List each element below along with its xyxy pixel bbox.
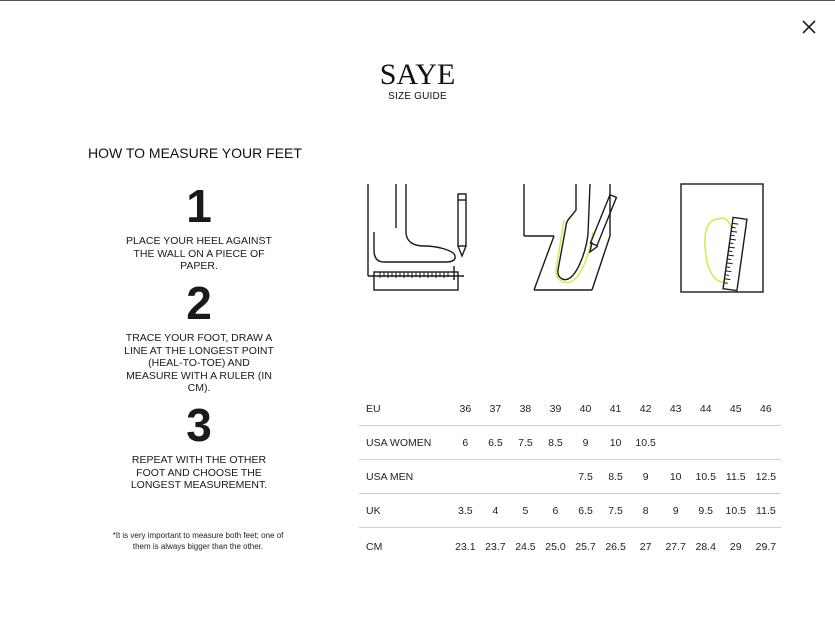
size-cell: 27.7 — [661, 528, 691, 566]
measure-heading: HOW TO MEASURE YOUR FEET — [88, 145, 302, 161]
size-cell: 12.5 — [751, 460, 781, 494]
size-cell: 45 — [729, 402, 742, 415]
step-1 — [88, 180, 310, 273]
size-cell — [751, 426, 781, 460]
size-cell: 40 — [579, 402, 592, 415]
size-cell: 7.5 — [571, 460, 601, 494]
size-cell: 26.5 — [601, 528, 631, 566]
size-cell: 8.5 — [540, 426, 570, 460]
size-cell: 10.5 — [631, 426, 661, 460]
row-label: CM — [359, 528, 450, 566]
size-cell: 7.5 — [510, 426, 540, 460]
size-cell: 41 — [609, 402, 622, 415]
table-row — [359, 426, 781, 460]
size-cell: 38 — [519, 402, 532, 415]
size-cell: 29 — [721, 528, 751, 566]
close-button[interactable] — [800, 18, 818, 36]
size-cell — [510, 460, 540, 494]
size-cell: 6 — [540, 494, 570, 528]
table-row — [359, 528, 781, 566]
size-cell: 28.4 — [691, 528, 721, 566]
size-guide-subtitle: SIZE GUIDE — [388, 91, 447, 102]
measure-instructions — [88, 145, 310, 161]
step-3 — [88, 399, 310, 492]
row-label: USA MEN — [359, 460, 450, 494]
step-number: 2 — [186, 277, 212, 329]
size-cell: 10 — [601, 426, 631, 460]
size-cell: 27 — [631, 528, 661, 566]
step-text: PLACE YOUR HEEL AGAINST THE WALL ON A PIECE OF PAPER. — [126, 235, 272, 272]
brand-header — [0, 60, 835, 102]
size-cell: 11.5 — [721, 460, 751, 494]
foot-against-wall-icon — [362, 180, 474, 298]
size-cell: 39 — [549, 402, 562, 415]
size-cell: 6.5 — [571, 494, 601, 528]
size-cell: 25.7 — [571, 528, 601, 566]
step-2 — [88, 277, 310, 395]
size-cell — [480, 460, 510, 494]
step-text: REPEAT WITH THE OTHER FOOT AND CHOOSE THE LONGEST MEASUREMENT. — [130, 454, 268, 491]
size-conversion-table — [359, 392, 781, 565]
size-cell: 10 — [661, 460, 691, 494]
size-cell: 8.5 — [601, 460, 631, 494]
row-label: UK — [359, 494, 450, 528]
size-cell: 6 — [450, 426, 480, 460]
size-cell — [540, 460, 570, 494]
size-cell — [661, 426, 691, 460]
size-cell: 9 — [661, 494, 691, 528]
size-cell: 8 — [631, 494, 661, 528]
table-row — [359, 392, 781, 426]
size-cell: 7.5 — [601, 494, 631, 528]
size-cell: 23.7 — [480, 528, 510, 566]
size-cell: 36 — [459, 402, 472, 415]
size-cell: 29.7 — [751, 528, 781, 566]
size-cell: 43 — [669, 402, 682, 415]
table-row — [359, 460, 781, 494]
size-cell: 6.5 — [480, 426, 510, 460]
size-cell: 9 — [631, 460, 661, 494]
step-text: TRACE YOUR FOOT, DRAW A LINE AT THE LONGEST POINT (HEAL-TO-TOE) AND MEASURE WITH A RULER (IN CM). — [124, 332, 274, 394]
trace-foot-icon — [520, 180, 622, 298]
top-divider — [0, 0, 835, 1]
brand-logo: SAYE — [379, 58, 456, 91]
measure-ruler-icon — [678, 180, 768, 298]
size-cell: 44 — [699, 402, 712, 415]
size-cell: 25.0 — [540, 528, 570, 566]
size-cell: 5 — [510, 494, 540, 528]
size-cell: 42 — [639, 402, 652, 415]
size-cell — [721, 426, 751, 460]
table-row — [359, 494, 781, 528]
close-icon — [800, 18, 818, 36]
size-cell: 37 — [489, 402, 502, 415]
size-cell: 9.5 — [691, 494, 721, 528]
step-number: 3 — [186, 399, 212, 451]
size-cell: 24.5 — [510, 528, 540, 566]
size-cell: 11.5 — [751, 494, 781, 528]
row-label: EU — [366, 402, 381, 415]
step-number: 1 — [186, 180, 212, 232]
size-cell: 9 — [571, 426, 601, 460]
size-cell: 10.5 — [691, 460, 721, 494]
size-cell — [691, 426, 721, 460]
row-label: USA WOMEN — [359, 426, 450, 460]
size-cell: 46 — [760, 402, 772, 415]
size-cell: 23.1 — [450, 528, 480, 566]
size-cell: 4 — [480, 494, 510, 528]
size-cell: 10.5 — [721, 494, 751, 528]
measure-note: *It is very important to measure both feet; one of them is always bigger than the other. — [112, 531, 284, 551]
size-cell — [450, 460, 480, 494]
size-cell: 3.5 — [450, 494, 480, 528]
